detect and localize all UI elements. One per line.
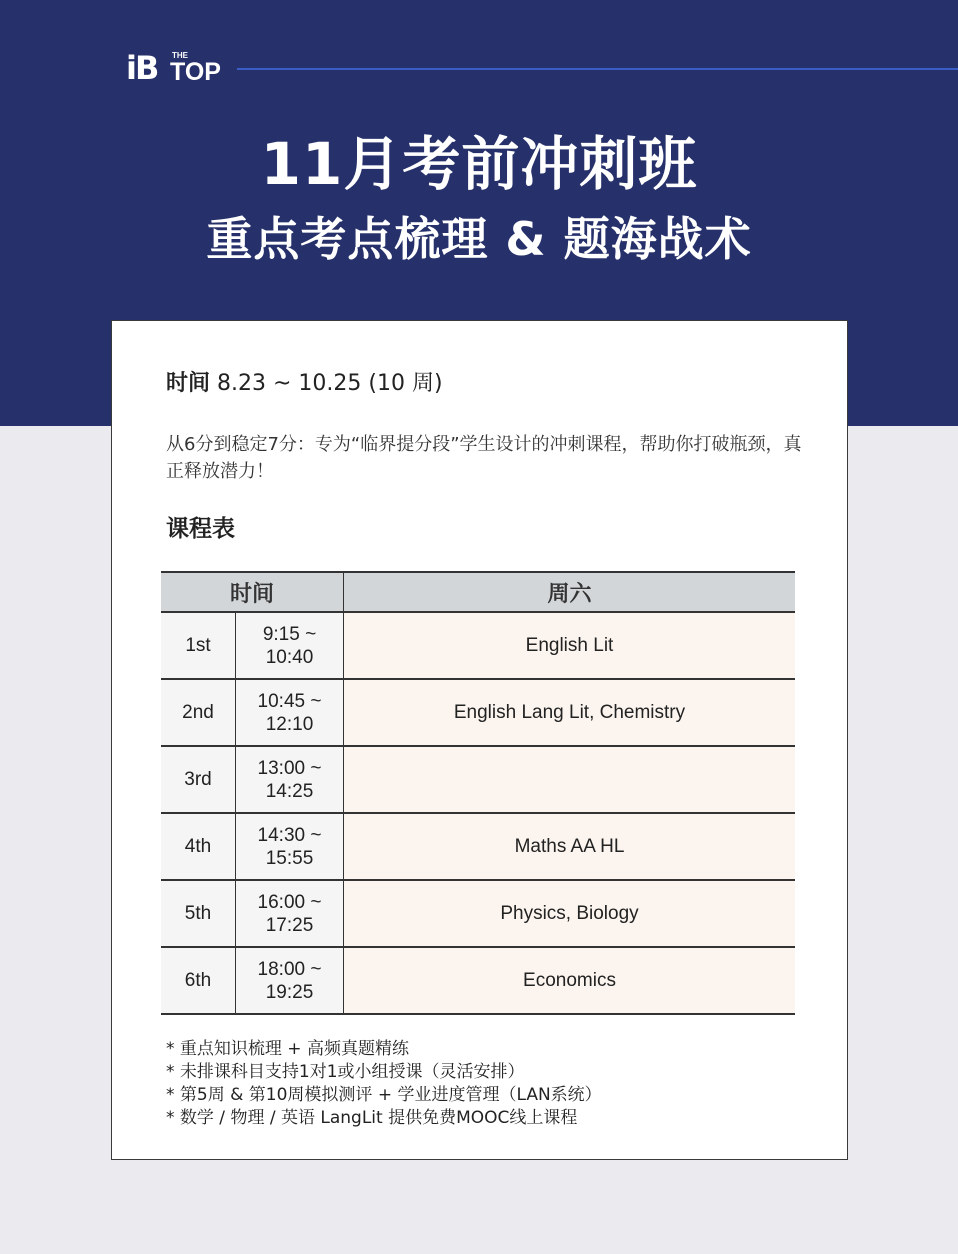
logo-the-text: THE: [172, 51, 188, 60]
period-cell: 2nd: [161, 679, 236, 746]
time-cell: [236, 813, 344, 880]
time-start: 18:00 ~: [257, 958, 322, 980]
period-cell: 4th: [161, 813, 236, 880]
time-start: 10:45 ~: [257, 690, 322, 712]
table-row: [161, 813, 795, 880]
time-cell: [236, 679, 344, 746]
period-cell: 5th: [161, 880, 236, 947]
time-start: 14:30 ~: [257, 824, 322, 846]
time-cell: [236, 746, 344, 813]
period-cell: 6th: [161, 947, 236, 1014]
subject-cell: English Lit: [344, 612, 796, 679]
course-info-card: [111, 320, 848, 1160]
schedule-header-row: [161, 572, 795, 612]
logo-ib-mark: iB: [126, 49, 158, 87]
period-cell: 3rd: [161, 746, 236, 813]
course-notes: [166, 1038, 806, 1130]
course-time: [166, 369, 443, 399]
table-row: [161, 746, 795, 813]
subject-cell: [344, 746, 796, 813]
table-row: [161, 880, 795, 947]
header-time: 时间: [161, 572, 344, 612]
course-time-label: 时间: [166, 371, 211, 396]
note-item: * 第5周 & 第10周模拟测评 + 学业进度管理（LAN系统）: [166, 1085, 602, 1105]
time-start: 16:00 ~: [257, 891, 322, 913]
time-cell: [236, 612, 344, 679]
period-cell: 1st: [161, 612, 236, 679]
course-intro: 从6分到稳定7分：专为“临界提分段”学生设计的冲刺课程，帮助你打破瓶颈，真正释放潜力！: [166, 434, 802, 482]
time-end: 10:40: [265, 646, 314, 668]
time-end: 15:55: [265, 847, 314, 869]
subject-cell: Physics, Biology: [344, 880, 796, 947]
note-item: * 未排课科目支持1对1或小组授课（灵活安排）: [166, 1062, 525, 1082]
page-title: 11月考前冲刺班: [260, 130, 698, 198]
time-end: 14:25: [265, 780, 314, 802]
subject-cell: English Lang Lit, Chemistry: [344, 679, 796, 746]
schedule-table: [161, 571, 795, 1015]
time-end: 12:10: [265, 713, 314, 735]
time-start: 13:00 ~: [257, 757, 322, 779]
course-time-value: 8.23 ~ 10.25 (10 周): [217, 371, 443, 396]
time-end: 19:25: [265, 981, 314, 1003]
time-end: 17:25: [265, 914, 314, 936]
schedule-heading: 课程表: [166, 516, 235, 542]
time-start: 9:15 ~: [262, 623, 317, 645]
subject-cell: Economics: [344, 947, 796, 1014]
table-row: [161, 679, 795, 746]
header-saturday: 周六: [344, 572, 796, 612]
header-divider-line: [237, 68, 958, 70]
time-cell: [236, 947, 344, 1014]
table-row: [161, 947, 795, 1014]
logo-top-text: TOP: [170, 58, 221, 86]
subject-cell: Maths AA HL: [344, 813, 796, 880]
note-item: * 重点知识梳理 + 高频真题精练: [166, 1039, 409, 1059]
ib-the-top-logo: [126, 50, 236, 86]
page-subtitle: 重点考点梳理 & 题海战术: [206, 212, 752, 266]
note-item: * 数学 / 物理 / 英语 LangLit 提供免费MOOC线上课程: [166, 1108, 578, 1128]
table-row: [161, 612, 795, 679]
time-cell: [236, 880, 344, 947]
